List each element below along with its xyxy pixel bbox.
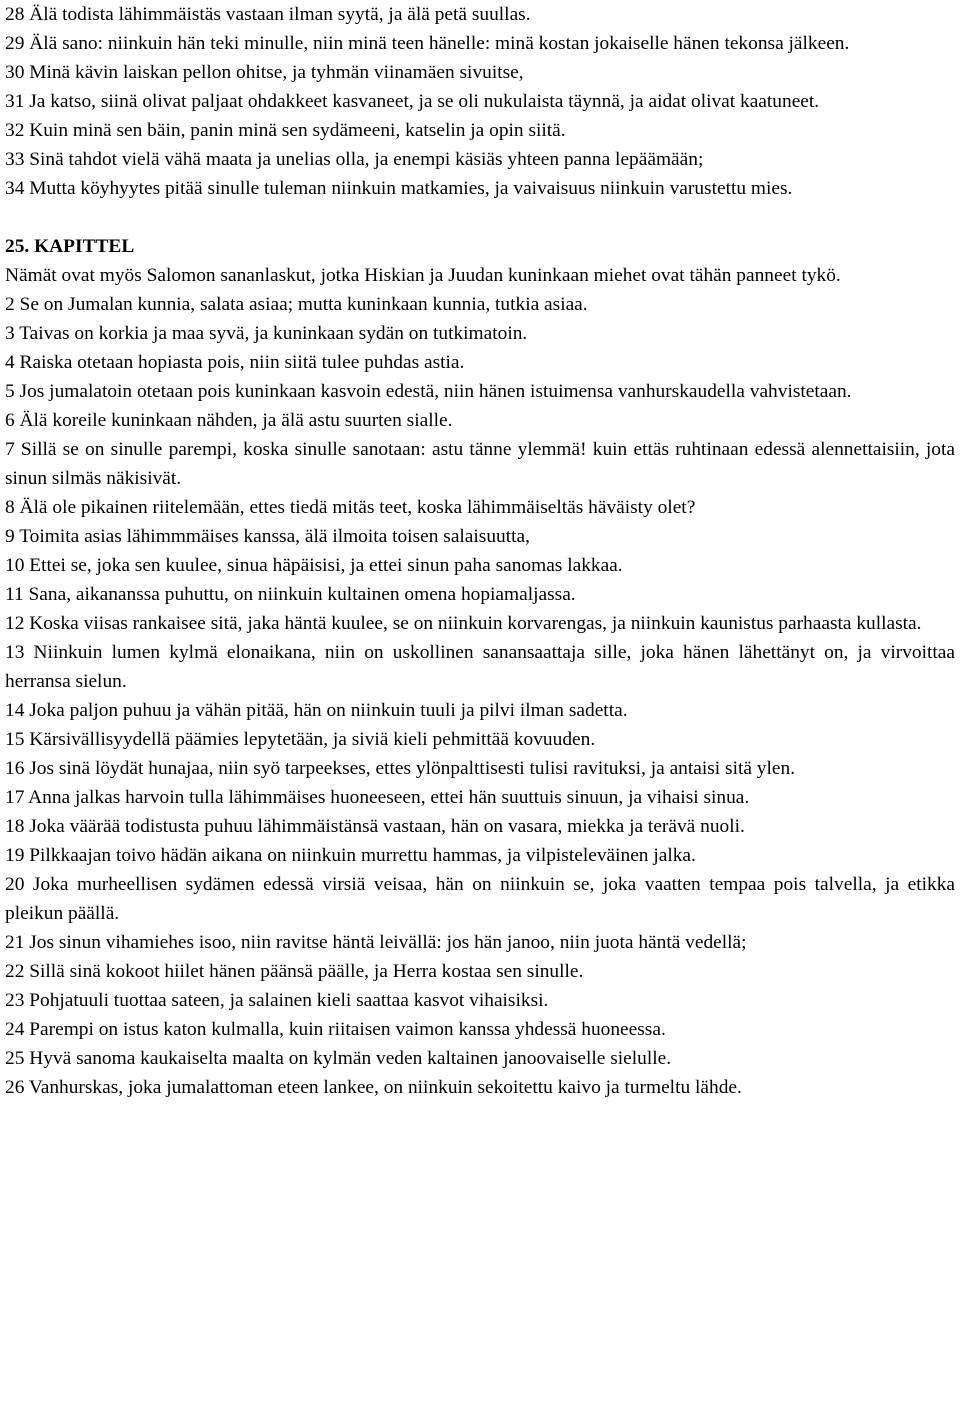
verse-2: 2 Se on Jumalan kunnia, salata asiaa; mutta kuninkaan kunnia, tutkia asiaa. — [5, 294, 588, 315]
chapter-heading: 25. KAPITTEL — [5, 236, 135, 257]
verse-5: 5 Jos jumalatoin otetaan pois kuninkaan kasvoin edestä, niin hänen istuimensa vanhurskaudella vahvistetaan. — [5, 381, 852, 402]
verse-21: 21 Jos sinun vihamiehes isoo, niin ravitse häntä leivällä: jos hän janoo, niin juota häntä vedellä; — [5, 932, 747, 953]
verse-25: 25 Hyvä sanoma kaukaiselta maalta on kylmän veden kaltainen janoovaiselle sielulle. — [5, 1048, 672, 1069]
verse-17: 17 Anna jalkas harvoin tulla lähimmäises huoneeseen, ettei hän suuttuis sinuun, ja vihaisi sinua. — [5, 787, 750, 808]
verse-1: Nämät ovat myös Salomon sananlaskut, jotka Hiskian ja Juudan kuninkaan miehet ovat tähän panneet tykö. — [5, 265, 841, 286]
verse-11: 11 Sana, aikananssa puhuttu, on niinkuin kultainen omena hopiamaljassa. — [5, 584, 576, 605]
verse-18: 18 Joka väärää todistusta puhuu lähimmäistänsä vastaan, hän on vasara, miekka ja terävä nuoli. — [5, 816, 745, 837]
verse-20: 20 Joka murheellisen sydämen edessä virsiä veisaa, hän on niinkuin se, joka vaatten tempaa pois talvella, ja etikka pleikun päällä. — [5, 874, 955, 924]
verse-13: 13 Niinkuin lumen kylmä elonaikana, niin on uskollinen sanansaattaja sille, joka hänen lähettänyt on, ja virvoittaa herransa sielun. — [5, 642, 955, 692]
verse-7: 7 Sillä se on sinulle parempi, koska sinulle sanotaan: astu tänne ylemmä! kuin ettäs ruhtinaan edessä alennettaisiin, jota sinun silmäs näkisivät. — [5, 439, 955, 489]
verse-4: 4 Raiska otetaan hopiasta pois, niin siitä tulee puhdas astia. — [5, 352, 465, 373]
verse-19: 19 Pilkkaajan toivo hädän aikana on niinkuin murrettu hammas, ja vilpisteleväinen jalka. — [5, 845, 696, 866]
verse-14: 14 Joka paljon puhuu ja vähän pitää, hän on niinkuin tuuli ja pilvi ilman sadetta. — [5, 700, 628, 721]
verse-6: 6 Älä koreile kuninkaan nähden, ja älä astu suurten sialle. — [5, 410, 453, 431]
verse-16: 16 Jos sinä löydät hunajaa, niin syö tarpeekses, ettes ylönpalttisesti tulisi ravituksi, ja antaisi sitä ylen. — [5, 758, 796, 779]
verse-28: 28 Älä todista lähimmäistäs vastaan ilman syytä, ja älä petä suullas. — [5, 4, 531, 25]
verse-26: 26 Vanhurskas, joka jumalattoman eteen lankee, on niinkuin sekoitettu kaivo ja turmeltu lähde. — [5, 1077, 742, 1098]
verse-3: 3 Taivas on korkia ja maa syvä, ja kuninkaan sydän on tutkimatoin. — [5, 323, 528, 344]
verse-32: 32 Kuin minä sen bäin, panin minä sen sydämeeni, katselin ja opin siitä. — [5, 120, 566, 141]
verse-22: 22 Sillä sinä kokoot hiilet hänen päänsä päälle, ja Herra kostaa sen sinulle. — [5, 961, 584, 982]
verse-9: 9 Toimita asias lähimmmäises kanssa, älä ilmoita toisen salaisuutta, — [5, 526, 530, 547]
verse-31: 31 Ja katso, siinä olivat paljaat ohdakkeet kasvaneet, ja se oli nukulaista täynnä, ja aidat olivat kaatuneet. — [5, 91, 820, 112]
verse-33: 33 Sinä tahdot vielä vähä maata ja unelias olla, ja enempi käsiäs yhteen panna lepäämään; — [5, 149, 704, 170]
verse-30: 30 Minä kävin laiskan pellon ohitse, ja tyhmän viinamäen sivuitse, — [5, 62, 524, 83]
document-page — [5, 0, 955, 1102]
verse-34: 34 Mutta köyhyytes pitää sinulle tuleman niinkuin matkamies, ja vaivaisuus niinkuin varustettu mies. — [5, 178, 793, 199]
verse-23: 23 Pohjatuuli tuottaa sateen, ja salainen kieli saattaa kasvot vihaisiksi. — [5, 990, 549, 1011]
verse-29: 29 Älä sano: niinkuin hän teki minulle, niin minä teen hänelle: minä kostan jokaiselle hänen tekonsa jälkeen. — [5, 33, 850, 54]
verse-15: 15 Kärsivällisyydellä päämies lepytetään, ja siviä kieli pehmittää kovuuden. — [5, 729, 596, 750]
section-gap — [5, 203, 955, 232]
verse-8: 8 Älä ole pikainen riitelemään, ettes tiedä mitäs teet, koska lähimmäiseltäs häväisty olet? — [5, 497, 696, 518]
verse-12: 12 Koska viisas rankaisee sitä, jaka häntä kuulee, se on niinkuin korvarengas, ja niinkuin kaunistus parhaasta kullasta. — [5, 613, 922, 634]
verse-24: 24 Parempi on istus katon kulmalla, kuin riitaisen vaimon kanssa yhdessä huoneessa. — [5, 1019, 666, 1040]
verse-10: 10 Ettei se, joka sen kuulee, sinua häpäisisi, ja ettei sinun paha sanomas lakkaa. — [5, 555, 623, 576]
